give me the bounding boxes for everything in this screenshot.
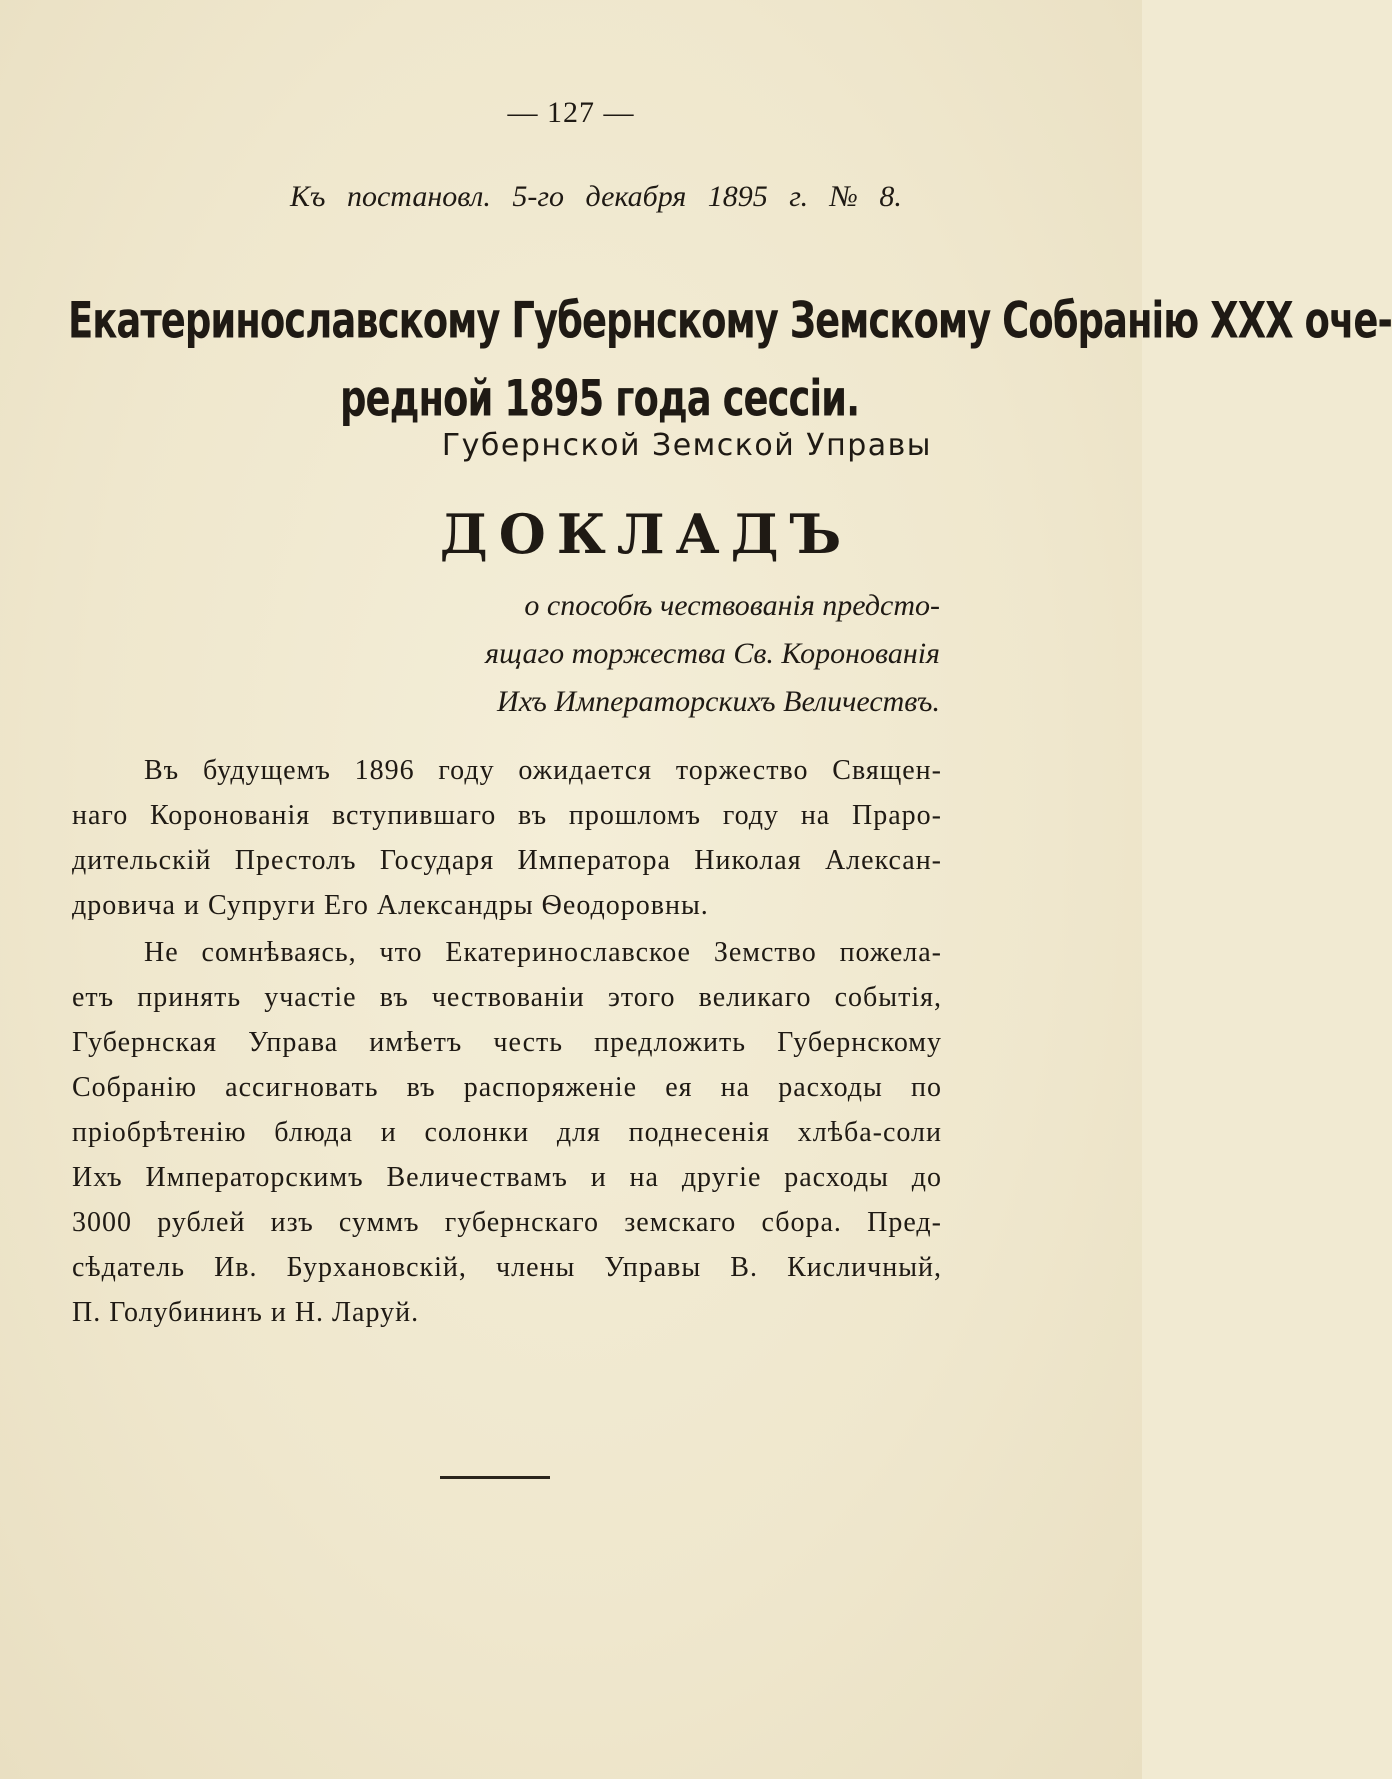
text-line: етъ принять участіе въ чествованіи этого великаго событія, [72, 982, 942, 1013]
addressee-heading [68, 282, 1392, 439]
text-line: дительскій Престолъ Государя Императора Николая Алексан- [72, 845, 942, 876]
body-paragraph [72, 930, 942, 1335]
text-line: Собранію ассигновать въ распоряженіе ея на расходы по [72, 1072, 942, 1103]
subject-line: ящаго торжества Св. Коронованія [485, 637, 940, 670]
subject-line: о способѣ чествованія предсто- [524, 589, 940, 622]
closing-rule [440, 1476, 550, 1479]
text-line: Губернская Управа имѣетъ честь предложить Губернскому [72, 1027, 942, 1058]
document-title: ДОКЛАДЪ [439, 502, 853, 566]
text-line: пріобрѣтенію блюда и солонки для поднесенія хлѣба-соли [72, 1117, 942, 1148]
issuer-line: Губернской Земской Управы [441, 428, 932, 463]
text-line: Въ будущемъ 1896 году ожидается торжество Священ- [144, 755, 942, 786]
text-line: наго Коронованія вступившаго въ прошломъ году на Праро- [72, 800, 942, 831]
text-line: П. Голубининъ и Н. Ларуй. [72, 1297, 420, 1328]
addressee-line: редной 1895 года сессіи. [340, 369, 860, 428]
text-line: 3000 рублей изъ суммъ губернскаго земскаго сбора. Пред- [72, 1207, 942, 1238]
resolution-reference: Къ постановл. 5-го декабря 1895 г. № 8. [290, 180, 902, 213]
body-paragraph [72, 748, 942, 928]
report-body [72, 748, 942, 1335]
text-line: Ихъ Императорскимъ Величествамъ и на другіе расходы до [72, 1162, 942, 1193]
text-line: дровича и Супруги Его Александры Ѳеодоровны. [72, 890, 709, 921]
addressee-line: Екатеринославскому Губернскому Земскому Собранію XXX оче- [68, 291, 1392, 350]
text-line: сѣдатель Ив. Бурхановскій, члены Управы В. Кисличный, [72, 1252, 942, 1283]
subject-line: Ихъ Императорскихъ Величествъ. [497, 685, 940, 718]
page-number: — 127 — [507, 96, 635, 129]
report-subject [380, 582, 940, 726]
text-line: Не сомнѣваясь, что Екатеринославское Земство пожела- [144, 937, 942, 968]
